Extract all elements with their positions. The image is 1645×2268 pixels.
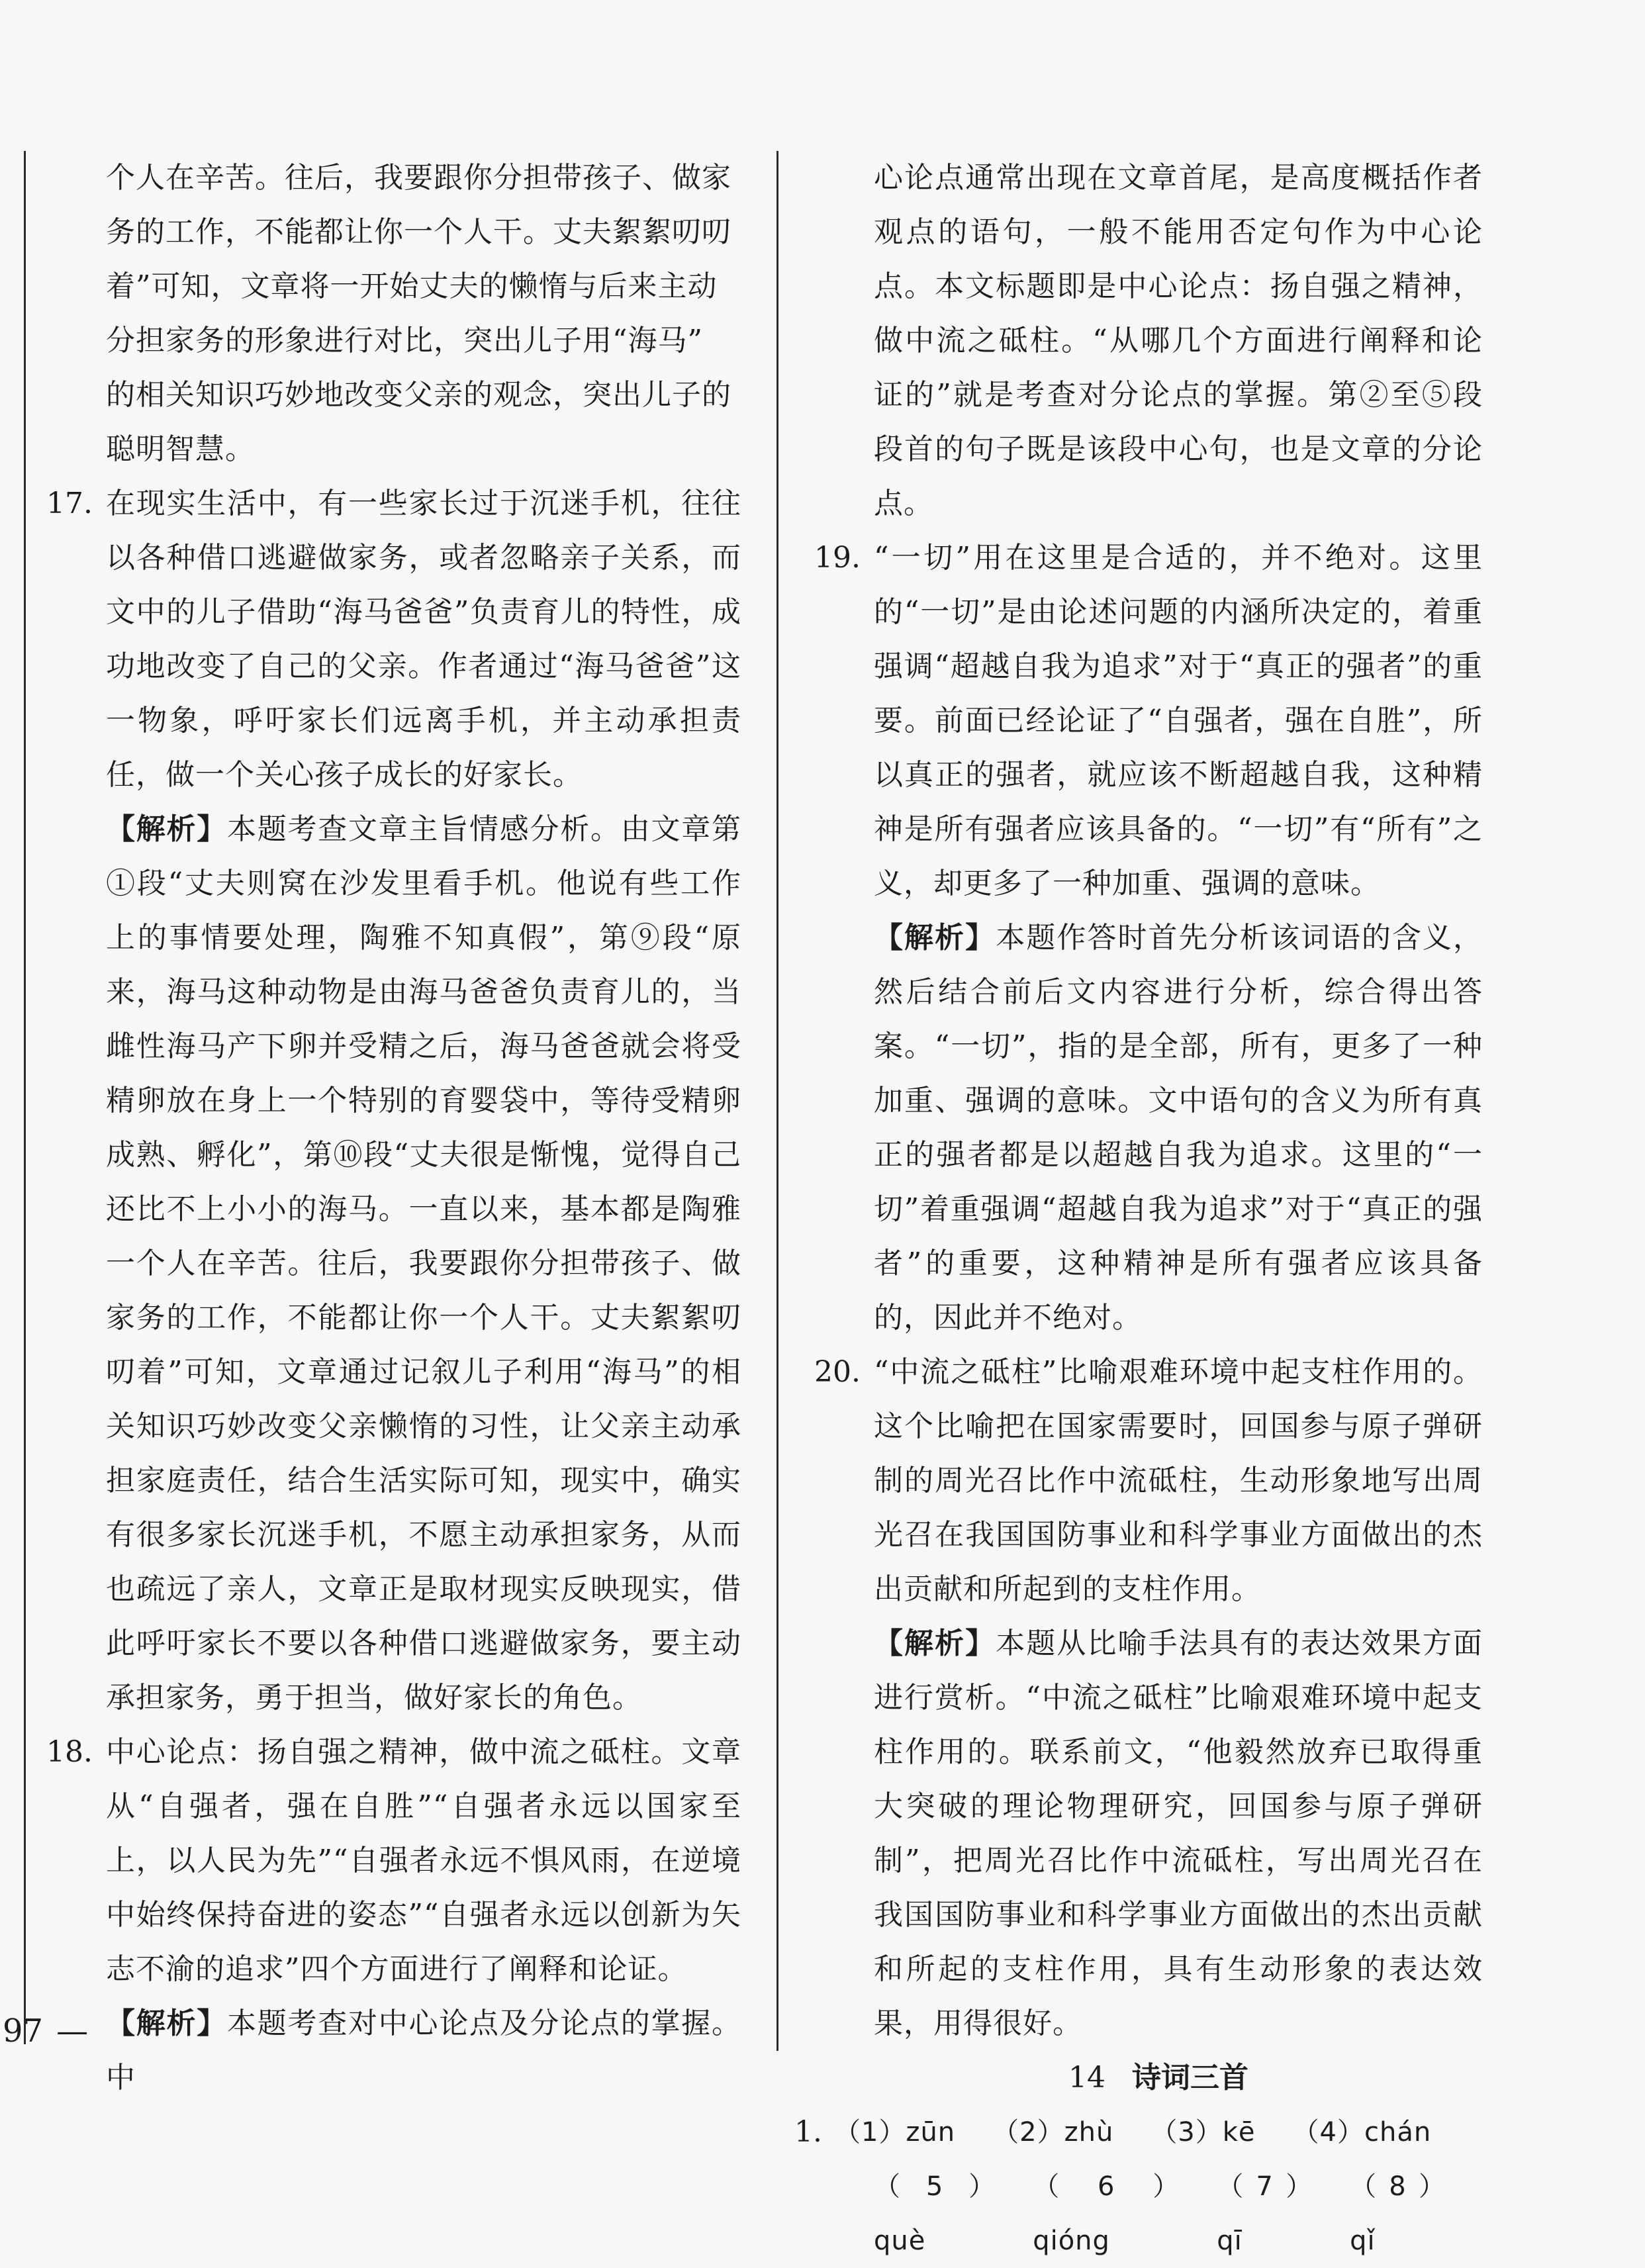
pinyin-answer: （1）zūn [834, 2117, 956, 2148]
cont-line: 的相关知识巧妙地改变父亲的观念，突出儿子的 [106, 378, 731, 412]
analysis-text: 本题考查文章主旨情感分析。由文章第①段“丈夫则窝在沙发里看手机。他说有些工作上的事情要处理，陶雅不知真假”，第⑨段“原来，海马这种动物是由海马爸爸负责育儿的，当雌性海马产下卵并受精之后，海马爸爸就会将受精卵放在身上一个特别的育婴袋中，等待受精卵成熟、孵化”，第⑩段“丈夫很是惭愧，觉得自己还比不上小小的海马。一直以来，基本都是陶雅一个人在辛苦。往后，我要跟你分担带孩子、做家务的工作，不能都让你一个人干。丈夫絮絮叨叨着”可知，文章通过记叙儿子利用“海马”的相关知识巧妙改变父亲懒惰的习性，让父亲主动承担家庭责任，结合生活实际可知，现实中，确实有很多家长沉迷手机，不愿主动承担家务，从而也疏远了亲人，文章正是取材现实反映现实，借此呼吁家长不要以各种借口逃避做家务，要主动承担家务，勇于担当，做好家长的角色。 [106, 812, 741, 1715]
page-number-value: 97 [3, 2012, 44, 2050]
cont-line: 个人在辛苦。往后，我要跟你分担带孩子、做家 [106, 161, 731, 195]
question-number: 20. [814, 1355, 861, 1389]
analysis-text: 本题考查对中心论点及分论点的掌握。中 [106, 2007, 741, 2095]
right-column [794, 151, 1483, 2268]
pinyin-answer: （8）qǐ [1350, 2171, 1446, 2256]
pinyin-answer: （2）zhù [992, 2117, 1114, 2148]
pinyin-answer: （4）chán [1292, 2117, 1432, 2148]
question-number: 19. [814, 541, 861, 575]
analysis-tag: 【解析】 [874, 1627, 996, 1660]
question-number: 18. [46, 1735, 93, 1769]
cont-line: 分担家务的形象进行对比，突出儿子用“海马” [106, 324, 703, 357]
continued-analysis [26, 151, 741, 477]
cont-line: 聪明智慧。 [106, 432, 255, 466]
answer-text: “一切”用在这里是合适的，并不绝对。这里的“一切”是由论述问题的内涵所决定的，着重强调“超越自我为追求”对于“真正的强者”的重要。前面已经论证了“自强者，强在自胜”，所以真正的强者，就应该不断超越自我，这种精神是所有强者应该具备的。“一切”有“所有”之义，却更多了一种加重、强调的意味。 [874, 541, 1483, 900]
question-number: 1. [794, 2115, 822, 2149]
analysis-text: 本题作答时首先分析该词语的含义，然后结合前后文内容进行分析，综合得出答案。“一切”，指的是全部，所有，更多了一种加重、强调的意味。文中语句的含义为所有真正的强者都是以超越自我为追求。这里的“一切”着重强调“超越自我为追求”对于“真正的强者”的重要，这种精神是所有强者应该具备的，因此并不绝对。 [874, 921, 1483, 1335]
cont-line: 着”可知，文章将一开始丈夫的懒惰与后来主动 [106, 269, 718, 303]
question-17 [26, 477, 741, 1725]
answer-text: 中心论点：扬自强之精神，做中流之砥柱。文章从“自强者，强在自胜”“自强者永远以国家至上，以人民为先”“自强者永远不惧风雨，在逆境中始终保持奋进的姿态”“自强者永远以创新为矢志不渝的追求”四个方面进行了阐释和论证。 [106, 1735, 741, 1986]
section-title: 诗词三首 [1132, 2061, 1248, 2095]
pinyin-answer: （7）qī [1217, 2171, 1313, 2256]
continued-analysis-18 [794, 151, 1483, 531]
page-number [3, 2012, 88, 2050]
cont-line: 务的工作，不能都让你一个人干。丈夫絮絮叨叨 [106, 215, 731, 249]
pinyin-row [834, 2105, 1483, 2159]
pinyin-row [834, 2159, 1483, 2268]
pinyin-question [794, 2105, 1483, 2268]
column-divider [776, 151, 778, 2051]
section-number: 14 [1068, 2061, 1105, 2095]
pinyin-answer: （6）qióng [1033, 2171, 1180, 2256]
question-19 [794, 531, 1483, 1345]
section-heading [834, 2051, 1483, 2105]
analysis-block [106, 802, 741, 1725]
analysis-text: 本题从比喻手法具有的表达效果方面进行赏析。“中流之砥柱”比喻艰难环境中起支柱作用的。联系前文，“他毅然放弃已取得重大突破的理论物理研究，回国参与原子弹研制”，把周光召比作中流砥柱，写出周光召在我国国防事业和科学事业方面做出的杰出贡献和所起的支柱作用，具有生动形象的表达效果，用得很好。 [874, 1627, 1483, 2040]
analysis-tag: 【解析】 [874, 921, 996, 955]
analysis-tag: 【解析】 [106, 812, 227, 846]
question-number: 17. [46, 487, 93, 520]
left-margin-rule [24, 151, 26, 2044]
answer-text: “中流之砥柱”比喻艰难环境中起支柱作用的。这个比喻把在国家需要时，回国参与原子弹研制的周光召比作中流砥柱，生动形象地写出周光召在我国国防事业和科学事业方面做出的杰出贡献和所起到的支柱作用。 [874, 1355, 1483, 1606]
analysis-text: 心论点通常出现在文章首尾，是高度概括作者观点的语句，一般不能用否定句作为中心论点。本文标题即是中心论点：扬自强之精神，做中流之砥柱。“从哪几个方面进行阐释和论证的”就是考查对分论点的掌握。第②至⑤段段首的句子既是该段中心句，也是文章的分论点。 [874, 161, 1483, 520]
answer-text: 在现实生活中，有一些家长过于沉迷手机，往往以各种借口逃避做家务，或者忽略亲子关系，而文中的儿子借助“海马爸爸”负责育儿的特性，成功地改变了自己的父亲。作者通过“海马爸爸”这一物象，呼吁家长们远离手机，并主动承担责任，做一个关心孩子成长的好家长。 [106, 487, 741, 792]
analysis-block [874, 911, 1483, 1345]
page-dash: — [56, 2012, 89, 2050]
analysis-tag: 【解析】 [106, 2007, 227, 2040]
pinyin-answer: （3）kē [1151, 2117, 1256, 2148]
analysis-block [106, 1997, 741, 2105]
left-column [26, 151, 741, 2105]
pinyin-answer: （5）què [874, 2171, 996, 2256]
question-20 [794, 1345, 1483, 2051]
question-18 [26, 1725, 741, 2105]
analysis-block [874, 1617, 1483, 2051]
